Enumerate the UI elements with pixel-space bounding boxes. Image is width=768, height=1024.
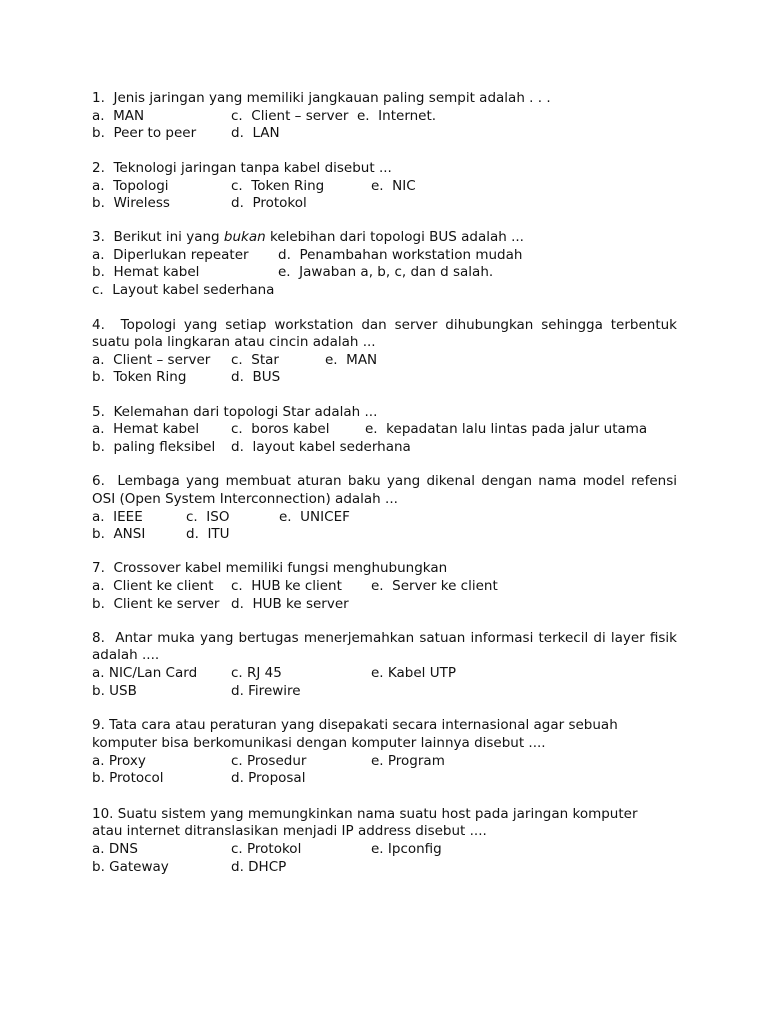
question-10-text-line-1: 10. Suatu sistem yang memungkinkan nama suatu host pada jaringan komputer <box>92 806 638 822</box>
q8-option-e: e. Kabel UTP <box>371 665 456 681</box>
q4-option-c: c. Star <box>231 352 279 368</box>
question-3-text <box>92 228 524 246</box>
question-9-text-line-1: 9. Tata cara atau peraturan yang disepakati secara internasional agar sebuah <box>92 717 618 733</box>
q10-option-d: d. DHCP <box>231 859 287 875</box>
question-5-text: 5. Kelemahan dari topologi Star adalah ... <box>92 404 378 420</box>
q3-option-b: b. Hemat kabel <box>92 264 200 280</box>
q3-option-a: a. Diperlukan repeater <box>92 247 249 263</box>
q7-option-e: e. Server ke client <box>371 578 498 594</box>
q6-option-e: e. UNICEF <box>279 509 350 525</box>
q1-option-d: d. LAN <box>231 125 280 141</box>
q8-option-a: a. NIC/Lan Card <box>92 665 198 681</box>
q3-option-d: d. Penambahan workstation mudah <box>278 247 523 263</box>
q8-option-b: b. USB <box>92 683 137 699</box>
question-4-text-line-2: suatu pola lingkaran atau cincin adalah ... <box>92 334 376 350</box>
q2-option-c: c. Token Ring <box>231 178 325 194</box>
q3-text-part-1: 3. Berikut ini yang <box>92 229 224 245</box>
q9-option-d: d. Proposal <box>231 770 306 786</box>
q2-option-e: e. NIC <box>371 178 416 194</box>
q6-option-a: a. IEEE <box>92 509 143 525</box>
q10-option-c: c. Protokol <box>231 841 302 857</box>
question-6-text-line-1: 6. Lembaga yang membuat aturan baku yang dikenal dengan nama model refensi <box>92 473 677 489</box>
q7-option-a: a. Client ke client <box>92 578 214 594</box>
q6-option-b: b. ANSI <box>92 526 146 542</box>
q3-option-e: e. Jawaban a, b, c, dan d salah. <box>278 264 494 280</box>
question-9-text-line-2: komputer bisa berkomunikasi dengan komputer lainnya disebut .... <box>92 735 546 751</box>
q6-option-d: d. ITU <box>186 526 230 542</box>
question-8-text-line-2: adalah .... <box>92 647 160 663</box>
q9-option-e: e. Program <box>371 753 445 769</box>
q2-option-b: b. Wireless <box>92 195 170 211</box>
q4-option-b: b. Token Ring <box>92 369 187 385</box>
q10-option-b: b. Gateway <box>92 859 169 875</box>
q6-option-c: c. ISO <box>186 509 230 525</box>
q9-option-a: a. Proxy <box>92 753 146 769</box>
q2-option-d: d. Protokol <box>231 195 307 211</box>
q4-option-a: a. Client – server <box>92 352 211 368</box>
q9-option-c: c. Prosedur <box>231 753 307 769</box>
question-10-text-line-2: atau internet ditranslasikan menjadi IP address disebut .... <box>92 823 487 839</box>
question-1-text: 1. Jenis jaringan yang memiliki jangkauan paling sempit adalah . . . <box>92 90 551 106</box>
question-7-text: 7. Crossover kabel memiliki fungsi menghubungkan <box>92 560 448 576</box>
q3-option-c: c. Layout kabel sederhana <box>92 282 275 298</box>
q4-option-d: d. BUS <box>231 369 281 385</box>
q5-option-a: a. Hemat kabel <box>92 421 200 437</box>
q10-option-e: e. Ipconfig <box>371 841 442 857</box>
q1-option-e: e. Internet. <box>357 108 437 124</box>
q5-option-d: d. layout kabel sederhana <box>231 439 411 455</box>
q1-option-b: b. Peer to peer <box>92 125 197 141</box>
q10-option-a: a. DNS <box>92 841 138 857</box>
q8-option-c: c. RJ 45 <box>231 665 282 681</box>
q7-option-c: c. HUB ke client <box>231 578 342 594</box>
q5-option-b: b. paling fleksibel <box>92 439 216 455</box>
q3-emphasis-word: bukan <box>223 229 266 245</box>
q2-option-a: a. Topologi <box>92 178 169 194</box>
q9-option-b: b. Protocol <box>92 770 164 786</box>
question-6-text-line-2: OSI (Open System Interconnection) adalah ... <box>92 491 398 507</box>
q3-text-part-2: kelebihan dari topologi BUS adalah ... <box>265 229 524 245</box>
q1-option-c: c. Client – server <box>231 108 349 124</box>
q5-option-e: e. kepadatan lalu lintas pada jalur utama <box>365 421 648 437</box>
q7-option-d: d. HUB ke server <box>231 596 349 612</box>
question-4-text-line-1: 4. Topologi yang setiap workstation dan server dihubungkan sehingga terbentuk <box>92 317 677 333</box>
question-2-text: 2. Teknologi jaringan tanpa kabel disebut ... <box>92 160 392 176</box>
q4-option-e: e. MAN <box>325 352 378 368</box>
q1-option-a: a. MAN <box>92 108 145 124</box>
question-8-text-line-1: 8. Antar muka yang bertugas menerjemahkan satuan informasi terkecil di layer fisik <box>92 630 677 646</box>
q7-option-b: b. Client ke server <box>92 596 220 612</box>
q5-option-c: c. boros kabel <box>231 421 330 437</box>
q8-option-d: d. Firewire <box>231 683 301 699</box>
